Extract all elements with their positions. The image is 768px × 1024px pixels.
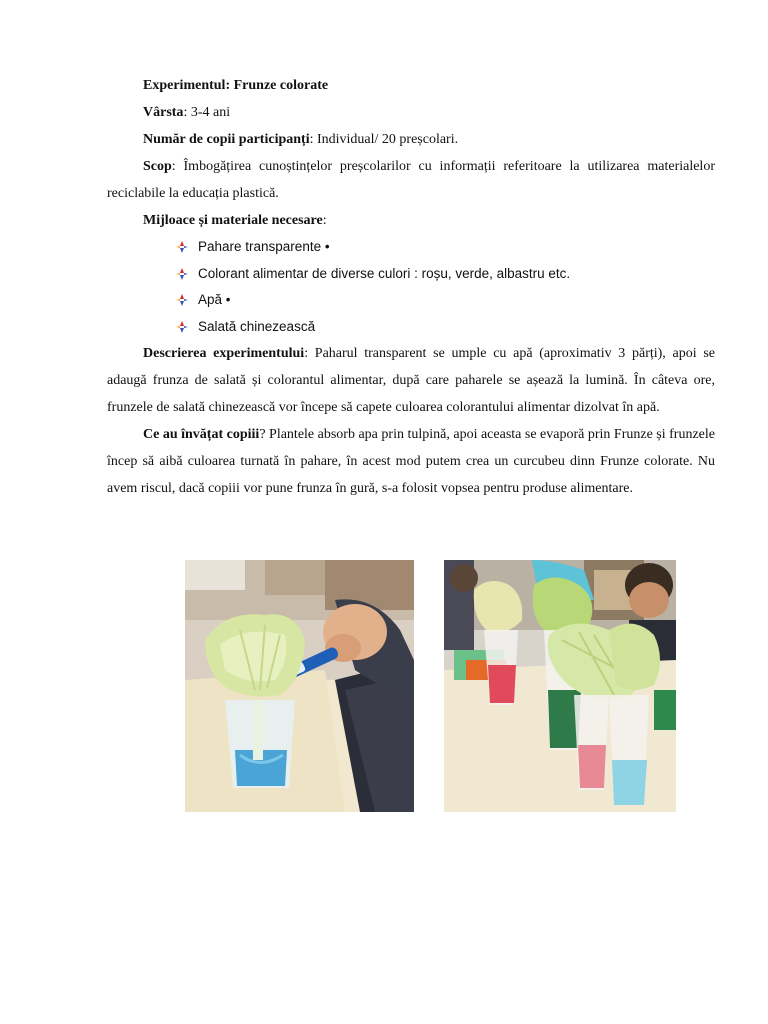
scope-label: Scop	[143, 159, 172, 174]
materials-suffix: :	[322, 213, 327, 228]
learned-paragraph	[107, 421, 715, 502]
title-line	[107, 72, 715, 99]
materials-list	[107, 234, 715, 340]
bullet-icon	[175, 293, 189, 307]
age-value: : 3-4 ani	[183, 105, 231, 120]
participants-line	[107, 126, 715, 153]
material-item-text: Colorant alimentar de diverse culori : roșu, verde, albastru etc.	[198, 265, 571, 281]
photo-child-coloring-cabbage	[185, 560, 414, 812]
list-item	[175, 314, 715, 341]
description-text: : Paharul transparent se umple cu apă (aproximativ 3 părți), apoi se adaugă frunza de salată și colorantul alimentar, după care paharele se așează la lumină. În câteva ore, frunzele de salată chinezească vor începe să capete culoarea colorantului alimentar dizolvat în apă.	[107, 346, 715, 415]
age-label: Vârsta	[143, 105, 184, 120]
document-page	[107, 72, 715, 502]
photos-row	[0, 560, 768, 812]
list-item	[175, 261, 715, 288]
age-line	[107, 99, 715, 126]
materials-heading	[107, 207, 715, 234]
scope-text: : Îmbogățirea cunoștințelor preșcolarilor cu informații referitoare la utilizarea materialelor reciclabile la educația plastică.	[107, 159, 715, 201]
participants-value: : Individual/ 20 preșcolari.	[309, 132, 459, 147]
material-item-text: Salată chinezească	[198, 318, 316, 334]
title-label: Experimentul:	[143, 78, 231, 93]
material-item-text: Apă •	[198, 292, 231, 307]
bullet-icon	[175, 240, 189, 254]
bullet-icon	[175, 320, 189, 334]
list-item	[175, 287, 715, 314]
materials-label: Mijloace și materiale necesare	[143, 213, 323, 228]
description-paragraph	[107, 340, 715, 421]
scope-paragraph	[107, 153, 715, 207]
participants-label: Număr de copii participanți	[143, 132, 310, 147]
learned-label: Ce au învățat copiii	[143, 427, 260, 442]
learned-text: ? Plantele absorb apa prin tulpină, apoi aceasta se evaporă prin Frunze și frunzele încep să aibă culoarea turnată în pahare, în acest mod putem crea un curcubeu dinn Frunze colorate. Nu avem riscul, dacă copiii vor pune frunza în gură, s-a folosit vopsea pentru produse alimentare.	[107, 427, 715, 496]
photo-colored-cabbage-glasses	[444, 560, 676, 812]
material-item-text: Pahare transparente •	[198, 239, 330, 254]
bullet-icon	[175, 267, 189, 281]
description-label: Descrierea experimentului	[143, 346, 305, 361]
list-item	[175, 234, 715, 261]
title-value: Frunze colorate	[233, 78, 329, 93]
